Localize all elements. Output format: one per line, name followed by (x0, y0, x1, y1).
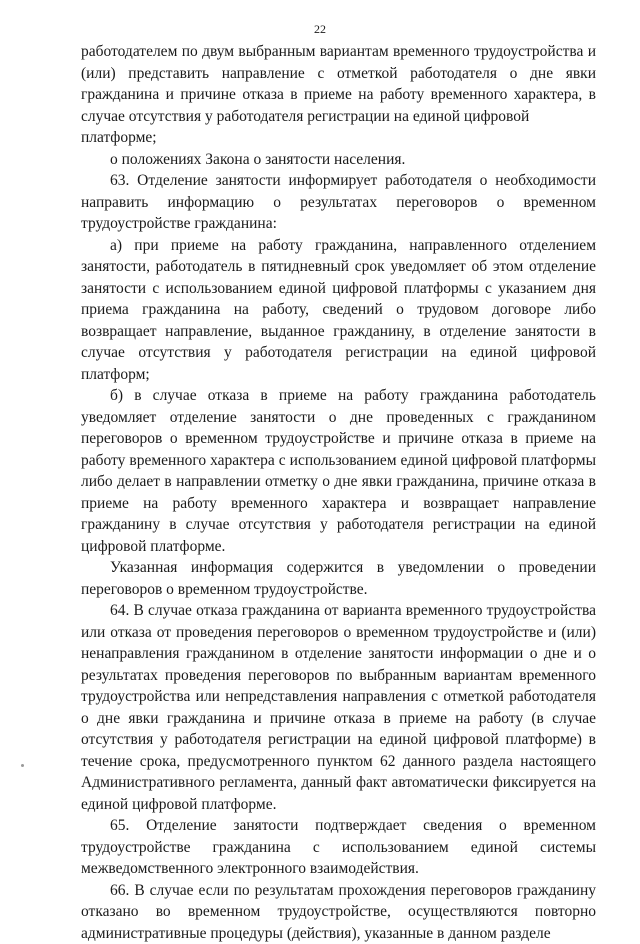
scan-speck (21, 764, 24, 767)
paragraph-law-reference: о положениях Закона о занятости населения. (81, 149, 596, 171)
paragraph-63-a: а) при приеме на работу гражданина, направленного отделением занятости, работодатель в пятидневный срок уведомляет об этом отделение занятости с использованием единой цифровой платформы с указанием дня приема гражданина на работу, сведений о трудовом договоре либо возвращает направление, выданное гражданину, в отделение занятости в случае отсутствия у работодателя регистрации на единой цифровой платформ; (81, 235, 596, 386)
paragraph-63: 63. Отделение занятости информирует работодателя о необходимости направить информацию о результатах переговоров о временном трудоустройстве гражданина: (81, 170, 596, 235)
paragraph-64: 64. В случае отказа гражданина от варианта временного трудоустройства или отказа от проведения переговоров о временном трудоустройстве и (или) ненаправления гражданином в отделение занятости информации о дне и о результатах проведения переговоров по выбранным вариантам временного трудоустройства или непредставления направления с отметкой работодателя о дне явки гражданина и причине отказа в приеме на работу (в случае отсутствия у работодателя регистрации на единой цифровой платформе) в течение срока, предусмотренного пунктом 62 данного раздела настоящего Административного регламента, данный факт автоматически фиксируется на единой цифровой платформе. (81, 600, 596, 815)
paragraph-notice-info: Указанная информация содержится в уведомлении о проведении переговоров о временном трудоустройстве. (81, 557, 596, 600)
page-number: 22 (0, 22, 640, 36)
paragraph-continuation (81, 41, 596, 149)
paragraph-continuation-tail: платформе; (81, 127, 596, 149)
paragraph-66: 66. В случае если по результатам прохождения переговоров гражданину отказано во временном трудоустройстве, осуществляются повторно административные процедуры (действия), указанные в данном разделе (81, 880, 596, 944)
paragraph-65: 65. Отделение занятости подтверждает сведения о временном трудоустройстве гражданина с использованием единой системы межведомственного электронного взаимодействия. (81, 815, 596, 880)
document-body (81, 41, 596, 944)
paragraph-63-b: б) в случае отказа в приеме на работу гражданина работодатель уведомляет отделение занятости о дне проведенных с гражданином переговоров о временном трудоустройстве и причине отказа в приеме на работу временного характера с использованием единой цифровой платформы либо делает в направлении отметку о дне явки гражданина, причине отказа в приеме на работу временного характера и возвращает направление гражданину в случае отсутствия у работодателя регистрации на единой цифровой платформе. (81, 385, 596, 557)
paragraph-continuation-text: работодателем по двум выбранным вариантам временного трудоустройства и (или) представить направление с отметкой работодателя о дне явки гражданина и причине отказа в приеме на работу временного характера, в случае отсутствия у работодателя регистрации на единой цифровой (81, 43, 596, 125)
